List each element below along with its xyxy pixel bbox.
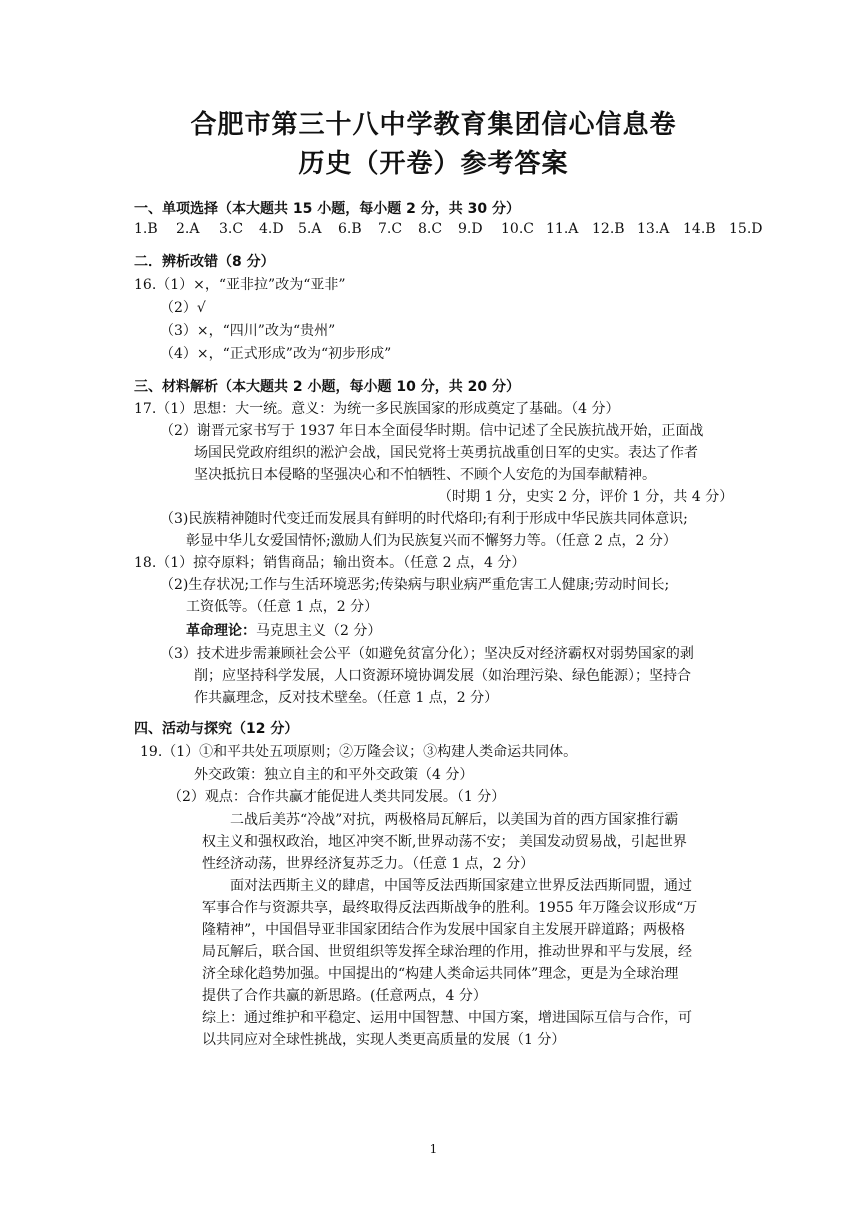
q19-para1-line2: 权主义和强权政治，地区冲突不断,世界动荡不安； 美国发动贸易战，引起世界 — [202, 834, 687, 850]
document-title: 合肥市第三十八中学教育集团信心信息卷 — [190, 110, 677, 140]
answer-item: 8.C — [418, 221, 443, 237]
answer-list — [134, 220, 769, 238]
answer-item: 13.A — [637, 221, 670, 237]
q17-part1: 17.（1）思想：大一统。意义：为统一多民族国家的形成奠定了基础。（4 分） — [134, 401, 620, 417]
answer-item: 12.B — [592, 221, 625, 237]
q19-part1-line2: 外交政策：独立自主的和平外交政策（4 分） — [194, 767, 474, 783]
section4-heading: 四、活动与探究（12 分） — [134, 721, 299, 737]
q17-part2-scoring: （时期 1 分，史实 2 分，评价 1 分，共 4 分） — [438, 489, 734, 505]
q19-para2-line3: 隆精神”，中国倡导亚非国家团结合作为发展中国家自主发展开辟道路；两极格 — [202, 922, 686, 938]
section3-heading: 三、材料解析（本大题共 2 小题，每小题 10 分，共 20 分） — [134, 379, 520, 395]
q19-para1-line1: 二战后美苏“冷战”对抗，两极格局瓦解后，以美国为首的西方国家推行霸 — [230, 812, 679, 828]
revolutionary-theory-value: 马克思主义（2 分） — [256, 623, 382, 639]
answer-item: 2.A — [176, 221, 200, 237]
revolutionary-theory-label: 革命理论： — [186, 623, 256, 639]
q16-part2: （2）√ — [160, 300, 206, 316]
q19-para2-line2: 军事合作与资源共享，最终取得反法西斯战争的胜利。1955 年万隆会议形成“万 — [202, 900, 698, 916]
answer-item: 9.D — [458, 221, 483, 237]
q18-revolutionary-theory — [186, 622, 381, 640]
answer-item: 10.C — [501, 221, 534, 237]
q19-para2-line6: 提供了合作共赢的新思路。(任意两点，4 分） — [202, 988, 487, 1004]
q16-part4: （4）×，“正式形成”改为“初步形成” — [160, 346, 392, 362]
answer-item: 11.A — [546, 221, 579, 237]
answer-item: 6.B — [338, 221, 362, 237]
q19-part2-viewpoint: （2）观点：合作共赢才能促进人类共同发展。（1 分） — [168, 789, 506, 805]
section2-heading: 二．辨析改错（8 分） — [134, 254, 275, 270]
q16-part1: 16.（1）×，“亚非拉”改为“亚非” — [134, 277, 346, 293]
q19-part1-line1: 19.（1）①和平共处五项原则；②万隆会议；③构建人类命运共同体。 — [140, 744, 578, 760]
page-number: 1 — [429, 1142, 438, 1156]
q19-para2-line4: 局瓦解后，联合国、世贸组织等发挥全球治理的作用，推动世界和平与发展，经 — [202, 944, 692, 960]
document-subtitle: 历史（开卷）参考答案 — [298, 149, 569, 179]
q19-para2-line5: 济全球化趋势加强。中国提出的“构建人类命运共同体”理念，更是为全球治理 — [202, 966, 679, 982]
answer-item: 3.C — [219, 221, 244, 237]
answer-item: 1.B — [134, 221, 158, 237]
q18-part2-line1: （2)生存状况;工作与生活环境恶劣;传染病与职业病严重危害工人健康;劳动时间长; — [160, 577, 670, 593]
q17-part2-line3: 坚决抵抗日本侵略的坚强决心和不怕牺牲、不顾个人安危的为国奉献精神。 — [194, 467, 656, 483]
q17-part2-line1: （2）谢晋元家书写于 1937 年日本全面侵华时期。信中记述了全民族抗战开始，正面战 — [160, 423, 704, 439]
answer-item: 4.D — [259, 221, 284, 237]
q18-part2-line2: 工资低等。（任意 1 点，2 分） — [186, 599, 379, 615]
answer-item: 14.B — [683, 221, 716, 237]
q17-part3-line1: （3)民族精神随时代变迁而发展具有鲜明的时代烙印;有利于形成中华民族共同体意识; — [160, 511, 688, 527]
q19-summary-line1: 综上：通过维护和平稳定、运用中国智慧、中国方案，增进国际互信与合作，可 — [202, 1010, 692, 1026]
answer-item: 7.C — [378, 221, 403, 237]
q18-part1: 18.（1）掠夺原料；销售商品；输出资本。（任意 2 点，4 分） — [134, 555, 526, 571]
section1-heading: 一、单项选择（本大题共 15 小题，每小题 2 分，共 30 分） — [134, 201, 520, 217]
answer-item: 15.D — [729, 221, 763, 237]
q18-part3-line2: 削；应坚持科学发展，人口资源环境协调发展（如治理污染、绿色能源）；坚持合 — [194, 668, 691, 684]
q18-part3-line3: 作共赢理念，反对技术壁垒。（任意 1 点，2 分） — [194, 690, 499, 706]
q17-part2-line2: 场国民党政府组织的淞沪会战，国民党将士英勇抗战重创日军的史实。表达了作者 — [194, 445, 698, 461]
q19-summary-line2: 以共同应对全球性挑战，实现人类更高质量的发展（1 分） — [202, 1032, 566, 1048]
q18-part3-line1: （3）技术进步需兼顾社会公平（如避免贫富分化）；坚决反对经济霸权对弱势国家的剥 — [160, 646, 694, 662]
q19-para1-line3: 性经济动荡，世界经济复苏乏力。（任意 1 点，2 分） — [202, 856, 535, 872]
q19-para2-line1: 面对法西斯主义的肆虐，中国等反法西斯国家建立世界反法西斯同盟，通过 — [230, 878, 692, 894]
answer-item: 5.A — [298, 221, 322, 237]
q17-part3-line2: 彰显中华儿女爱国情怀;激励人们为民族复兴而不懈努力等。（任意 2 点，2 分） — [186, 533, 677, 549]
q16-part3: （3）×，“四川”改为“贵州” — [160, 323, 336, 339]
